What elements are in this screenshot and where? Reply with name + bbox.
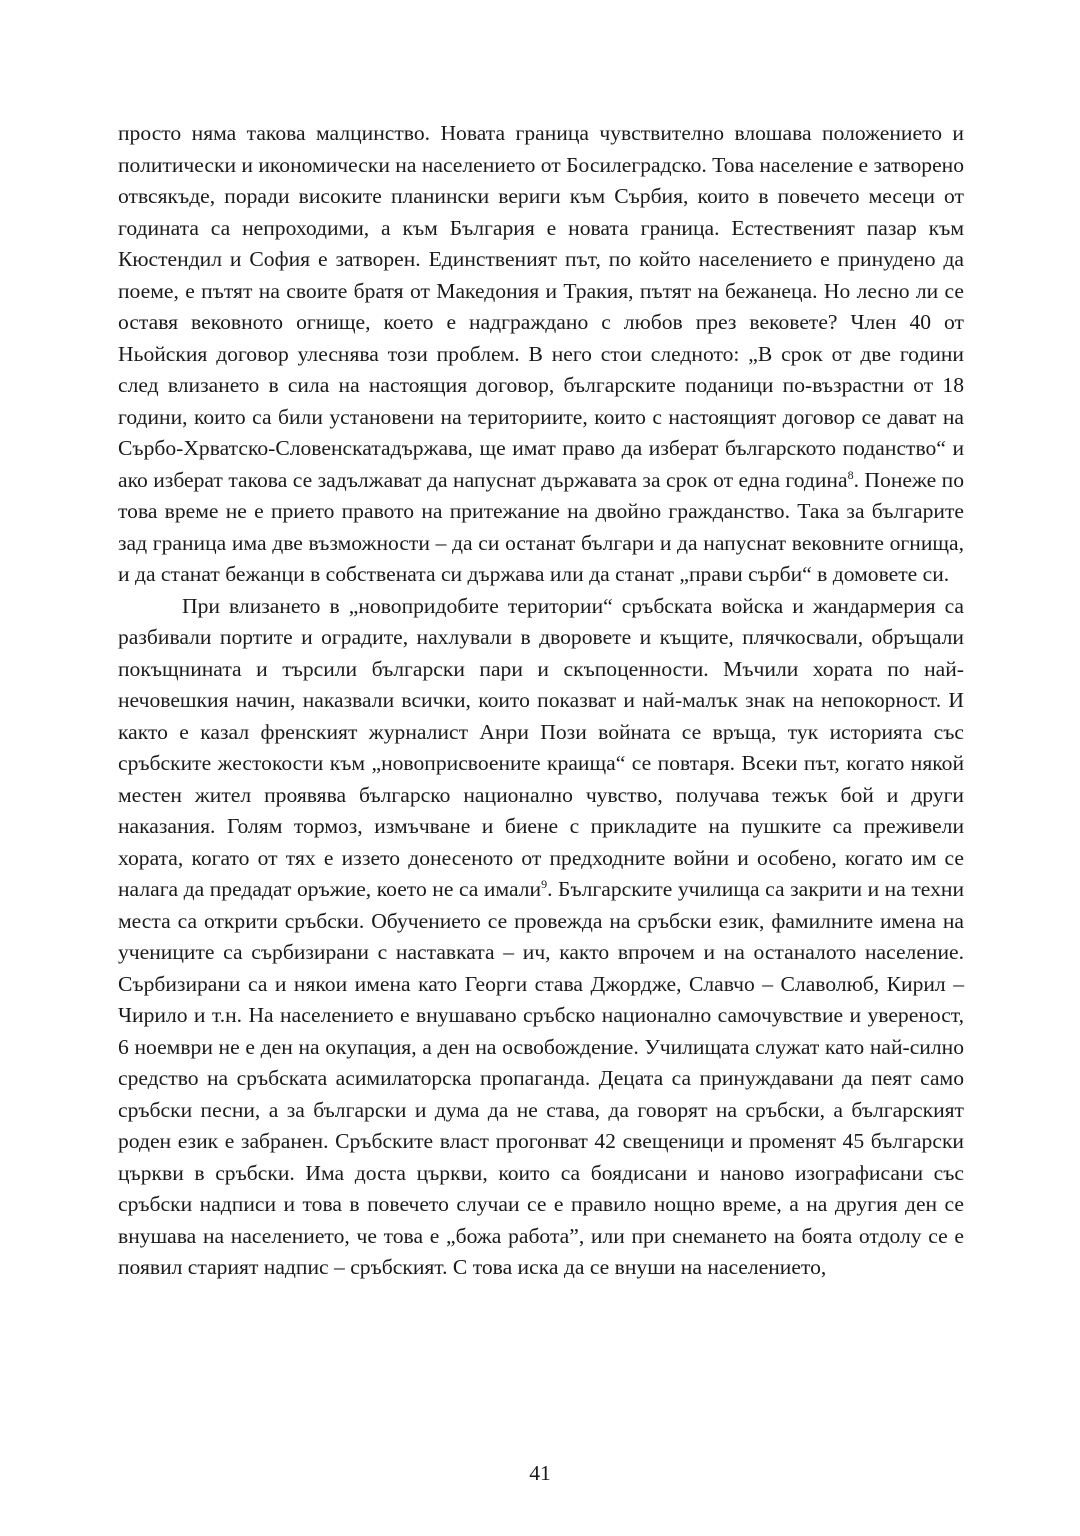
page-number: 41 [529,1461,551,1485]
body-text [118,118,964,1284]
paragraph-2 [118,591,964,1284]
footnote-ref-9: 9 [541,877,548,892]
paragraph-2-text-b: . Българските училища са закрити и на техни места са открити сръбски. Обучението се провежда на сръбски език, фамилните имена на учениците са сърбизирани с наставката – ич, както впрочем и на останалото население. Сърбизирани са и някои имена като Георги става Джордже, Славчо – Славолюб, Кирил – Чирило и т.н. На населението е внушавано сръбско национално самочувствие и увереност, 6 ноември не е ден на окупация, а ден на освобождение. Училищата служат като най-силно средство на сръбската асимилаторска пропаганда. Децата са принуждавани да пеят само сръбски песни, а за български и дума да не става, да говорят на сръбски, а българският роден език е забранен. Сръбските власт прогонват 42 свещеници и променят 45 български църкви в сръбски. Има доста църкви, които са боядисани и наново изографисани със сръбски надписи и това в повечето случаи се е правило нощно време, а на другия ден се внушава на населението, че това е „божа работа”, или при снемането на боята отдолу се е появил старият надпис – сръбският. С това иска да се внуши на населението, [118,877,964,1279]
paragraph-1 [118,118,964,591]
footnote-ref-8: 8 [847,467,854,482]
paragraph-2-text-a: При влизането в „новопридобите територии“ сръбската войска и жандармерия са разбивали портите и оградите, нахлували в дворовете и къщите, плячкосвали, обръщали покъщнината и търсили български пари и скъпоценности. Мъчили хората по най-нечовешкия начин, наказвали всички, които показват и най-малък знак на непокорност. И както е казал френският журналист Анри Пози войната се връща, тук историята със сръбските жестокости към „новоприсвоените краища“ се повтаря. Всеки път, когато някой местен жител проявява българско национално чувство, получава тежък бой и други наказания. Голям тормоз, измъчване и биене с прикладите на пушките са преживели хората, когато от тях е иззето донесеното от предходните войни и особено, когато им се налага да предадат оръжие, което не са имали [118,593,964,901]
paragraph-1-text-a: просто няма такова малцинство. Новата граница чувствително влошава положението и политически и икономически на населението от Босилеградско. Това население е затворено отвсякъде, поради високите планински вериги към Сърбия, които в повечето месеци от годината са непроходими, а към България е новата граница. Естественият пазар към Кюстендил и София е затворен. Единственият път, по който населението е принудено да поеме, е пътят на своите братя от Македония и Тракия, пътят на бежанеца. Но лесно ли се оставя вековното огнище, което е надграждано с любов през вековете? Член 40 от Ньойския договор улеснява този проблем. В него стои следното: „В срок от две години след влизането в сила на настоящия договор, българските поданици по-възрастни от 18 години, които са били установени на териториите, които с настоящият договор се дават на Сърбо-Хрватско-Словенскатадържава, ще имат право да изберат българското поданство“ и ако изберат такова се задължават да напуснат държавата за срок от една година [118,121,965,492]
paragraph-1-text-b: . Понеже по това време не е прието правото на притежание на двойно гражданство. Така за българите зад граница има две възможности – да си останат българи и да напуснат вековните огнища, и да станат бежанци в собствената си държава или да станат „прави сърби“ в домовете си. [118,467,964,586]
